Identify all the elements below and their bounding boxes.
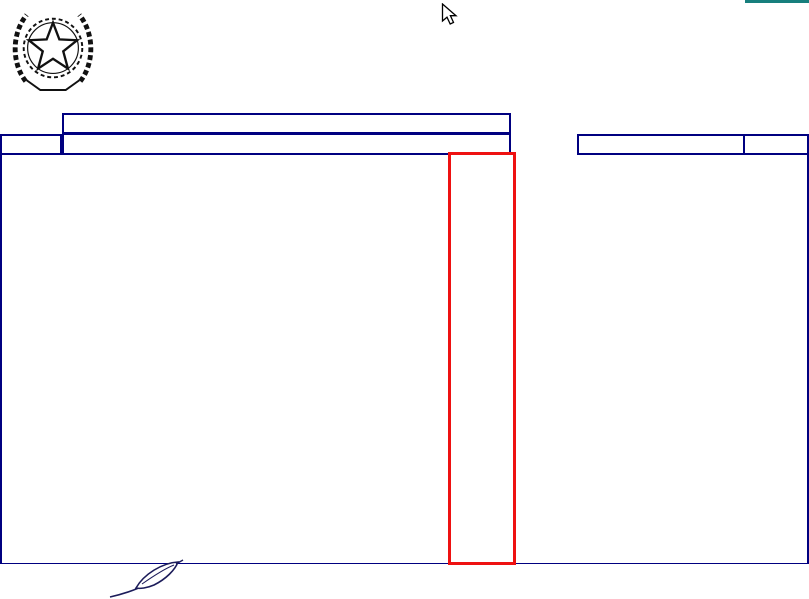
name-header-row (577, 134, 809, 155)
wh-subheader-row (62, 134, 511, 155)
quill-icon (106, 559, 188, 599)
matricola-column-header[interactable] (745, 136, 807, 153)
italy-republic-emblem-icon (12, 3, 94, 97)
tessera-column-header[interactable] (0, 134, 62, 155)
data-grid (0, 155, 809, 564)
wh-header-row (62, 113, 511, 134)
mouse-cursor-icon (441, 3, 459, 27)
highlight-red-box (448, 152, 516, 565)
alunno-column-header[interactable] (579, 136, 745, 153)
selection-teal-strip (745, 0, 809, 3)
